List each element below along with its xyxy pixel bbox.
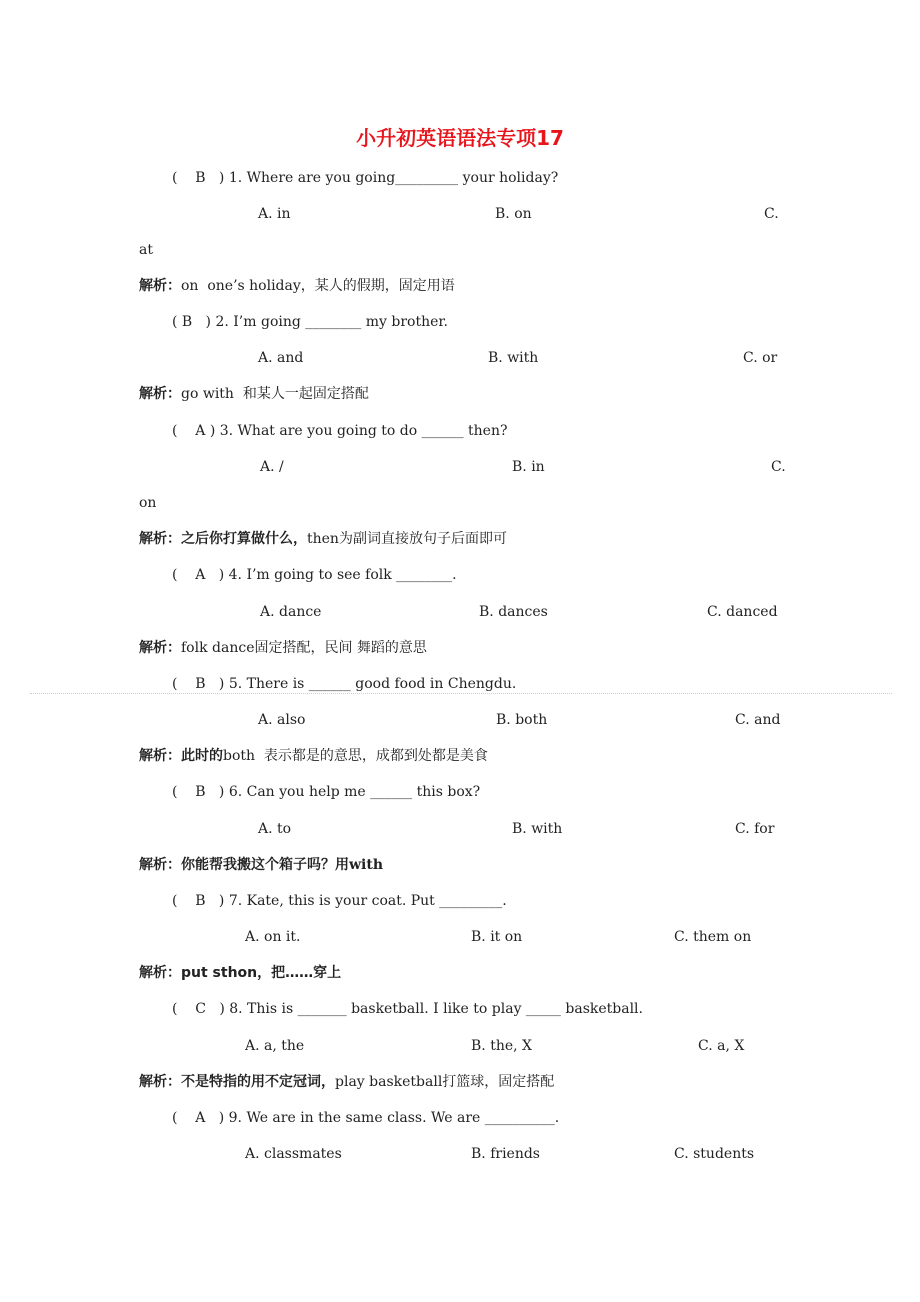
analysis-label: 解析：不是特指的用不定冠词， — [139, 1074, 335, 1090]
question-1-option-c-wrap: at — [139, 242, 153, 258]
question-1-option-c: C. — [764, 206, 779, 222]
question-5-option-b: B. both — [496, 712, 548, 728]
question-6-stem: ( B ) 6. Can you help me ______ this box? — [172, 784, 481, 800]
question-4-option-b: B. dances — [479, 604, 548, 620]
question-5-option-c: C. and — [735, 712, 781, 728]
analysis-label: 解析： — [139, 640, 181, 656]
question-4-option-c: C. danced — [707, 604, 778, 620]
question-1-analysis — [139, 276, 455, 296]
question-3-option-c-wrap: on — [139, 495, 157, 511]
analysis-text: with — [349, 857, 384, 873]
question-5-option-a: A. also — [258, 712, 306, 728]
question-2-option-a: A. and — [258, 350, 304, 366]
question-7-analysis — [139, 963, 341, 983]
analysis-label: 解析：此时的 — [139, 748, 223, 764]
analysis-text: on one’s holiday，某人的假期，固定用语 — [181, 278, 455, 294]
question-2-option-c: C. or — [743, 350, 778, 366]
question-5-stem: ( B ) 5. There is ______ good food in Chengdu. — [172, 676, 517, 692]
question-7-stem: ( B ) 7. Kate, this is your coat. Put _________. — [172, 893, 507, 909]
question-7-option-b: B. it on — [471, 929, 523, 945]
question-6-option-c: C. for — [735, 821, 775, 837]
page-title: 小升初英语语法专项17 — [356, 126, 564, 150]
analysis-label: 解析： — [139, 965, 181, 981]
question-6-option-a: A. to — [258, 821, 292, 837]
analysis-text: go with 和某人一起固定搭配 — [181, 386, 369, 402]
question-1-stem: ( B ) 1. Where are you going_________ your holiday? — [172, 170, 559, 186]
question-3-option-c: C. — [771, 459, 786, 475]
analysis-text: both 表示都是的意思，成都到处都是美食 — [223, 748, 488, 764]
analysis-label: 解析：之后你打算做什么， — [139, 531, 307, 547]
analysis-label: 解析： — [139, 386, 181, 402]
question-1-option-a: A. in — [258, 206, 291, 222]
question-3-option-b: B. in — [512, 459, 545, 475]
analysis-label: 解析：你能帮我搬这个箱子吗？用 — [139, 857, 349, 873]
question-9-option-b: B. friends — [471, 1146, 540, 1162]
question-4-option-a: A. dance — [260, 604, 322, 620]
question-8-option-c: C. a, X — [698, 1038, 745, 1054]
question-8-analysis — [139, 1072, 554, 1092]
question-4-analysis — [139, 638, 427, 658]
question-2-stem: ( B ) 2. I’m going ________ my brother. — [172, 314, 448, 330]
analysis-label: 解析： — [139, 278, 181, 294]
question-8-option-a: A. a, the — [245, 1038, 305, 1054]
question-1-option-b: B. on — [495, 206, 532, 222]
question-3-analysis — [139, 529, 507, 549]
analysis-text: then为副词直接放句子后面即可 — [307, 531, 507, 547]
analysis-text: folk dance固定搭配，民间 舞蹈的意思 — [181, 640, 427, 656]
question-8-stem: ( C ) 8. This is _______ basketball. I like to play _____ basketball. — [172, 1001, 643, 1017]
analysis-text: play basketball打篮球，固定搭配 — [335, 1074, 555, 1090]
question-2-option-b: B. with — [488, 350, 539, 366]
question-9-stem: ( A ) 9. We are in the same class. We are __________. — [172, 1110, 560, 1126]
question-7-option-c: C. them on — [674, 929, 752, 945]
question-9-option-a: A. classmates — [245, 1146, 342, 1162]
analysis-text: put sthon，把……穿上 — [181, 965, 342, 981]
question-2-analysis — [139, 384, 369, 404]
question-6-option-b: B. with — [512, 821, 563, 837]
question-4-stem: ( A ) 4. I’m going to see folk ________. — [172, 567, 457, 583]
question-8-option-b: B. the, X — [471, 1038, 532, 1054]
question-6-analysis — [139, 855, 383, 875]
question-7-option-a: A. on it. — [245, 929, 301, 945]
question-9-option-c: C. students — [674, 1146, 755, 1162]
question-3-option-a: A. / — [260, 459, 284, 475]
question-5-analysis — [139, 746, 488, 766]
question-3-stem: ( A ) 3. What are you going to do ______ then? — [172, 423, 508, 439]
